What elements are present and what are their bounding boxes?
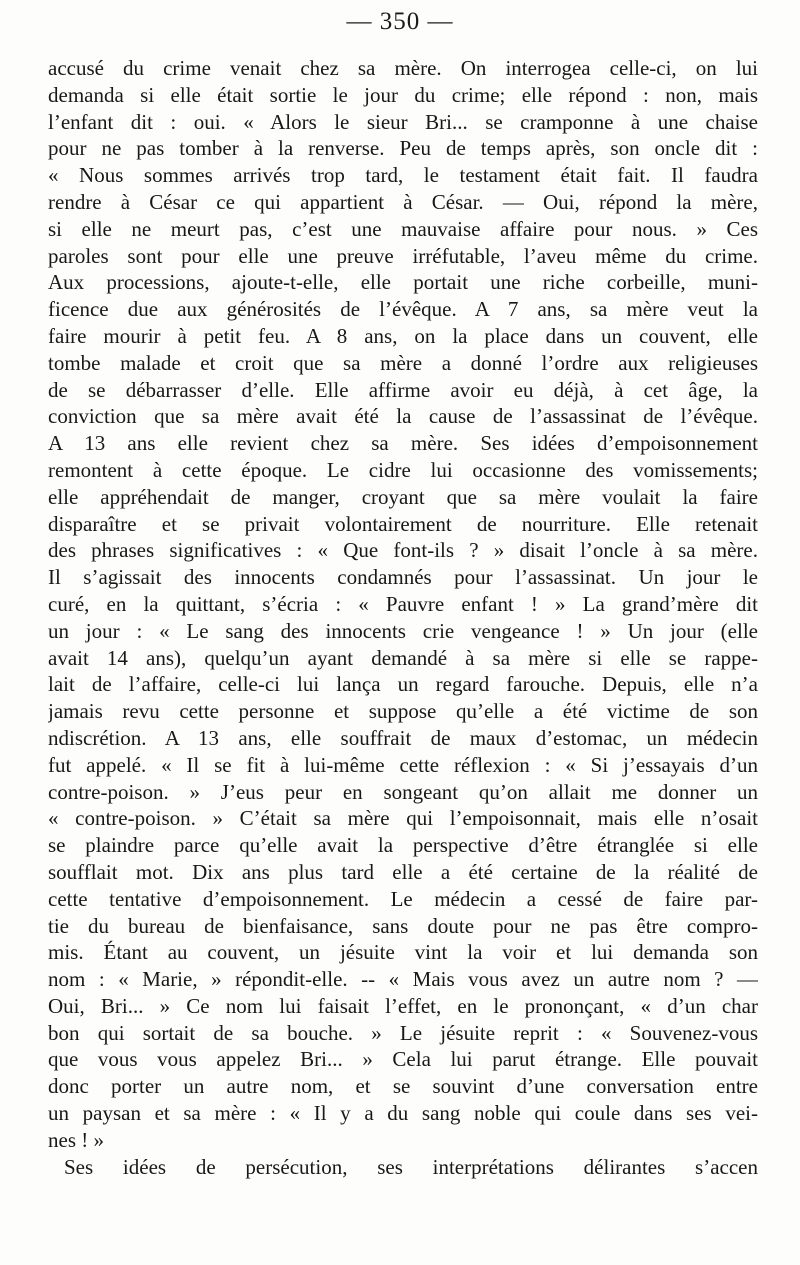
text-line: tie du bureau de bienfaisance, sans doute pour ne pas être compro- [48, 913, 758, 938]
text-line: faire mourir à petit feu. A 8 ans, on la place dans un couvent, elle [48, 323, 758, 348]
text-line: l’enfant dit : oui. « Alors le sieur Bri... se cramponne à une chaise [48, 109, 758, 134]
text-line: ficence due aux générosités de l’évêque. A 7 ans, sa mère veut la [48, 297, 758, 322]
text-line: « Nous sommes arrivés trop tard, le testament était fait. Il faudra [48, 163, 758, 188]
text-line: avait 14 ans), quelqu’un ayant demandé à sa mère si elle se rappe- [48, 645, 758, 670]
text-line: A 13 ans elle revient chez sa mère. Ses idées d’empoisonnement [48, 431, 758, 456]
text-line: Oui, Bri... » Ce nom lui faisait l’effet, en le prononçant, « d’un char [48, 993, 758, 1018]
text-line: tombe malade et croit que sa mère a donné l’ordre aux religieuses [48, 350, 758, 375]
text-line: donc porter un autre nom, et se souvint d’une conversation entre [48, 1074, 758, 1099]
text-line: soufflait mot. Dix ans plus tard elle a été certaine de la réalité de [48, 859, 758, 884]
text-line: disparaître et se privait volontairement de nourriture. Elle retenait [48, 511, 758, 536]
text-line: un jour : « Le sang des innocents crie vengeance ! » Un jour (elle [48, 618, 758, 643]
text-line: remontent à cette époque. Le cidre lui occasionne des vomissements; [48, 457, 758, 482]
text-line: mis. Étant au couvent, un jésuite vint la voir et lui demanda son [48, 940, 758, 965]
text-line: de se débarrasser d’elle. Elle affirme avoir eu déjà, à cet âge, la [48, 377, 758, 402]
page-number: — 350 — [346, 8, 454, 35]
text-line: lait de l’affaire, celle-ci lui lança un regard farouche. Depuis, elle n’a [48, 672, 758, 697]
text-line: accusé du crime venait chez sa mère. On interrogea celle-ci, on lui [48, 56, 758, 80]
text-line: se plaindre parce qu’elle avait la perspective d’être étranglée si elle [48, 833, 758, 858]
text-line: rendre à César ce qui appartient à César. — Oui, répond la mère, [48, 189, 758, 214]
text-line: demanda si elle était sortie le jour du crime; elle répond : non, mais [48, 82, 758, 107]
text-line: « contre-poison. » C’était sa mère qui l’empoisonnait, mais elle n’osait [48, 806, 758, 831]
text-line: un paysan et sa mère : « Il y a du sang noble qui coule dans ses vei- [48, 1101, 758, 1126]
text-line: elle appréhendait de manger, croyant que sa mère voulait la faire [48, 484, 758, 509]
text-line: nom : « Marie, » répondit-elle. -- « Mais vous avez un autre nom ? — [48, 967, 758, 992]
text-line: contre-poison. » J’eus peur en songeant qu’on allait me donner un [48, 779, 758, 804]
text-line: si elle ne meurt pas, c’est une mauvaise affaire pour nous. » Ces [48, 216, 758, 241]
text-line: des phrases significatives : « Que font-ils ? » disait l’oncle à sa mère. [48, 538, 758, 563]
text-line: curé, en la quittant, s’écria : « Pauvre enfant ! » La grand’mère dit [48, 591, 758, 616]
text-line: fut appelé. « Il se fit à lui-même cette réflexion : « Si j’essayais d’un [48, 752, 758, 777]
text-line: pour ne pas tomber à la renverse. Peu de temps après, son oncle dit : [48, 136, 758, 161]
body-text [48, 55, 758, 1180]
text-line: jamais revu cette personne et suppose qu’elle a été victime de son [48, 699, 758, 724]
text-line: nes ! » [48, 1127, 104, 1152]
text-line: conviction que sa mère avait été la cause de l’assassinat de l’évêque. [48, 404, 758, 429]
text-line: cette tentative d’empoisonnement. Le médecin a cessé de faire par- [48, 886, 758, 911]
text-line: Il s’agissait des innocents condamnés pour l’assassinat. Un jour le [48, 565, 758, 590]
text-line: que vous vous appelez Bri... » Cela lui parut étrange. Elle pouvait [48, 1047, 758, 1072]
text-line: Ses idées de persécution, ses interprétations délirantes s’accen [64, 1154, 758, 1179]
text-line: ndiscrétion. A 13 ans, elle souffrait de maux d’estomac, un médecin [48, 725, 758, 750]
text-line: bon qui sortait de sa bouche. » Le jésuite reprit : « Souvenez-vous [48, 1020, 758, 1045]
text-line: Aux processions, ajoute-t-elle, elle portait une riche corbeille, muni- [48, 270, 758, 295]
text-line: paroles sont pour elle une preuve irréfutable, l’aveu même du crime. [48, 243, 758, 268]
